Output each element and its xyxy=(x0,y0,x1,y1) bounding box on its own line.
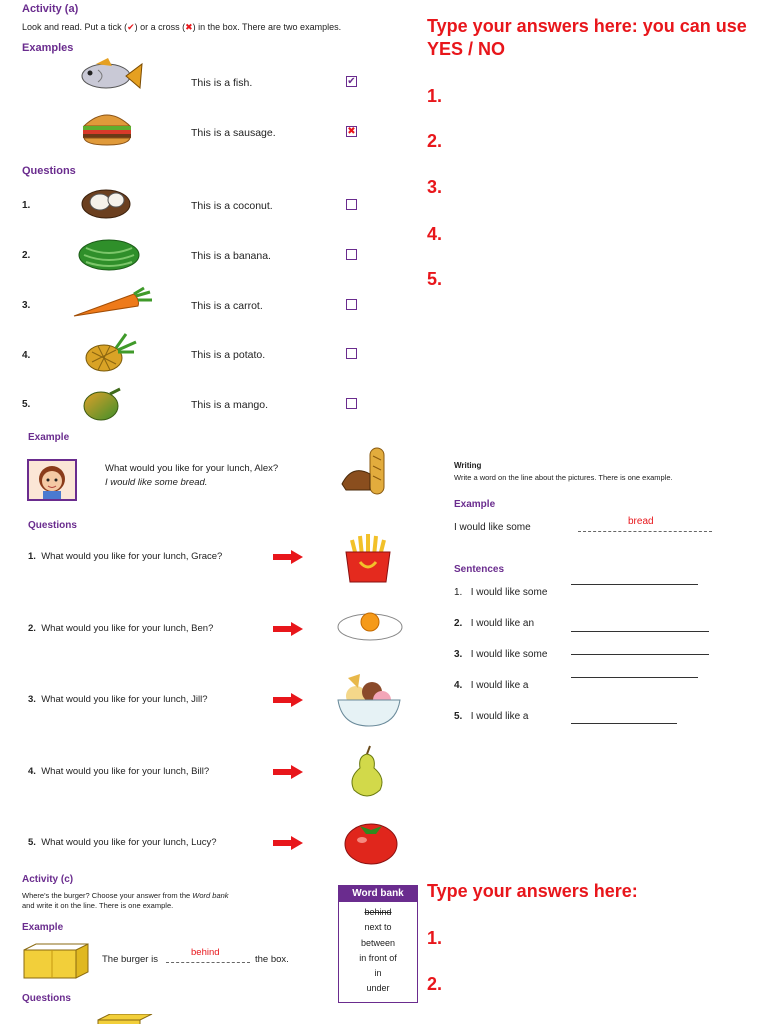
pear-image xyxy=(344,744,390,798)
example-checkbox-tick[interactable]: ✔ xyxy=(347,76,356,87)
example-checkbox-cross[interactable]: ✖ xyxy=(347,126,356,137)
writing-example-sentence: I would like some xyxy=(454,522,531,533)
sentence-2: 2. I would like an xyxy=(454,618,535,629)
bread-image xyxy=(340,446,398,496)
fries-image xyxy=(342,532,394,584)
question-number: 1. xyxy=(22,200,31,211)
writing-instruction: Write a word on the line about the pictures. There is one example. xyxy=(454,473,673,482)
answer-c-num-2[interactable]: 2. xyxy=(427,974,443,994)
question-number: 3. xyxy=(22,300,31,311)
example-heading-b: Example xyxy=(28,432,70,443)
answer-checkbox-4[interactable] xyxy=(346,348,357,359)
watermelon-image xyxy=(78,238,140,272)
answer-checkbox-2[interactable] xyxy=(346,249,357,260)
tick-icon: ✔ xyxy=(127,22,135,32)
arrow-right-icon xyxy=(273,836,303,850)
ice-cream-image xyxy=(334,670,404,730)
word-bank-title: Word bank xyxy=(339,886,417,902)
lunch-question-3: 3. What would you like for your lunch, Jill? xyxy=(28,694,208,705)
sentences-heading: Sentences xyxy=(454,564,505,575)
answer-num-2[interactable]: 2. xyxy=(427,131,443,151)
questions-heading-b: Questions xyxy=(28,520,77,531)
question-sentence-5: This is a mango. xyxy=(191,399,269,411)
box-burger-image xyxy=(22,940,92,980)
fish-image xyxy=(78,56,144,96)
answer-panel-c-heading: Type your answers here: xyxy=(427,881,638,901)
sentence-5: 5. I would like a xyxy=(454,711,529,722)
activity-c-example-line xyxy=(166,962,250,963)
question-number: 5. xyxy=(22,399,31,410)
activity-a-title: Activity (a) xyxy=(22,3,79,15)
word-bank-item: between xyxy=(360,937,396,948)
question-sentence-3: This is a carrot. xyxy=(191,300,263,312)
answer-num-1[interactable]: 1. xyxy=(427,86,443,106)
answer-line-5[interactable] xyxy=(571,723,677,724)
arrow-right-icon xyxy=(273,622,303,636)
tomato-image xyxy=(342,814,400,866)
activity-c-example-suffix: the box. xyxy=(255,954,289,965)
answer-num-3[interactable]: 3. xyxy=(427,177,443,197)
girl-face-icon xyxy=(29,461,75,499)
burger-image xyxy=(80,108,134,146)
question-sentence-1: This is a coconut. xyxy=(191,200,273,212)
alex-avatar xyxy=(27,459,77,501)
pineapple-image xyxy=(82,332,138,372)
word-bank-item: under xyxy=(366,983,390,994)
example-sentence-1: This is a fish. xyxy=(191,77,253,89)
answer-checkbox-5[interactable] xyxy=(346,398,357,409)
egg-image xyxy=(336,610,404,642)
writing-example-answer: bread xyxy=(628,516,654,527)
activity-c-example-answer: behind xyxy=(191,947,220,958)
word-bank xyxy=(338,885,418,1003)
question-sentence-2: This is a banana. xyxy=(191,250,271,262)
word-bank-item: next to xyxy=(364,922,392,933)
arrow-right-icon xyxy=(273,765,303,779)
question-number: 4. xyxy=(22,350,31,361)
writing-example-line xyxy=(578,531,712,532)
writing-example-heading: Example xyxy=(454,499,496,510)
activity-c-questions-heading: Questions xyxy=(22,993,71,1004)
activity-c-example-prefix: The burger is xyxy=(102,954,158,965)
question-number: 2. xyxy=(22,250,31,261)
carrot-image xyxy=(72,286,154,320)
activity-a-instruction: Look and read. Put a tick (✔) or a cross (✖) in the box. There are two examples. xyxy=(22,22,342,32)
examples-heading: Examples xyxy=(22,42,74,54)
answer-num-5[interactable]: 5. xyxy=(427,269,443,289)
arrow-right-icon xyxy=(273,693,303,707)
answer-panel-a-heading: Type your answers here: you can use YES / NO xyxy=(427,16,747,59)
arrow-right-icon xyxy=(273,550,303,564)
sentence-4: 4. I would like a xyxy=(454,680,529,691)
questions-heading-a: Questions xyxy=(22,165,76,177)
activity-c-instruction: Where's the burger? Choose your answer from the Word bank and write it on the line. There is one example. xyxy=(22,891,229,910)
writing-title: Writing xyxy=(454,461,482,470)
box-image-partial xyxy=(96,1014,156,1024)
activity-c-example-heading: Example xyxy=(22,922,64,933)
lunch-question-1: 1. What would you like for your lunch, Grace? xyxy=(28,551,223,562)
word-bank-item: in xyxy=(374,968,382,979)
lunch-question-5: 5. What would you like for your lunch, Lucy? xyxy=(28,837,217,848)
answer-line-1[interactable] xyxy=(571,584,698,585)
answer-line-2[interactable] xyxy=(571,631,709,632)
question-sentence-4: This is a potato. xyxy=(191,349,266,361)
word-bank-item: behind xyxy=(364,907,392,917)
answer-num-4[interactable]: 4. xyxy=(427,224,443,244)
example-question-b: What would you like for your lunch, Alex? xyxy=(105,463,279,474)
sentence-1: 1. I would like some xyxy=(454,587,548,598)
example-answer-b: I would like some bread. xyxy=(105,477,208,488)
example-sentence-2: This is a sausage. xyxy=(191,127,276,139)
coconut-image xyxy=(78,184,134,220)
mango-image xyxy=(82,386,124,422)
lunch-question-2: 2. What would you like for your lunch, Ben? xyxy=(28,623,214,634)
sentence-3: 3. I would like some xyxy=(454,649,548,660)
answer-line-3b[interactable] xyxy=(571,677,698,678)
answer-checkbox-3[interactable] xyxy=(346,299,357,310)
lunch-question-4: 4. What would you like for your lunch, Bill? xyxy=(28,766,210,777)
answer-line-3a[interactable] xyxy=(571,654,709,655)
answer-c-num-1[interactable]: 1. xyxy=(427,928,443,948)
word-bank-item: in front of xyxy=(359,952,397,963)
answer-checkbox-1[interactable] xyxy=(346,199,357,210)
cross-icon: ✖ xyxy=(185,22,193,32)
activity-c-title: Activity (c) xyxy=(22,874,74,885)
